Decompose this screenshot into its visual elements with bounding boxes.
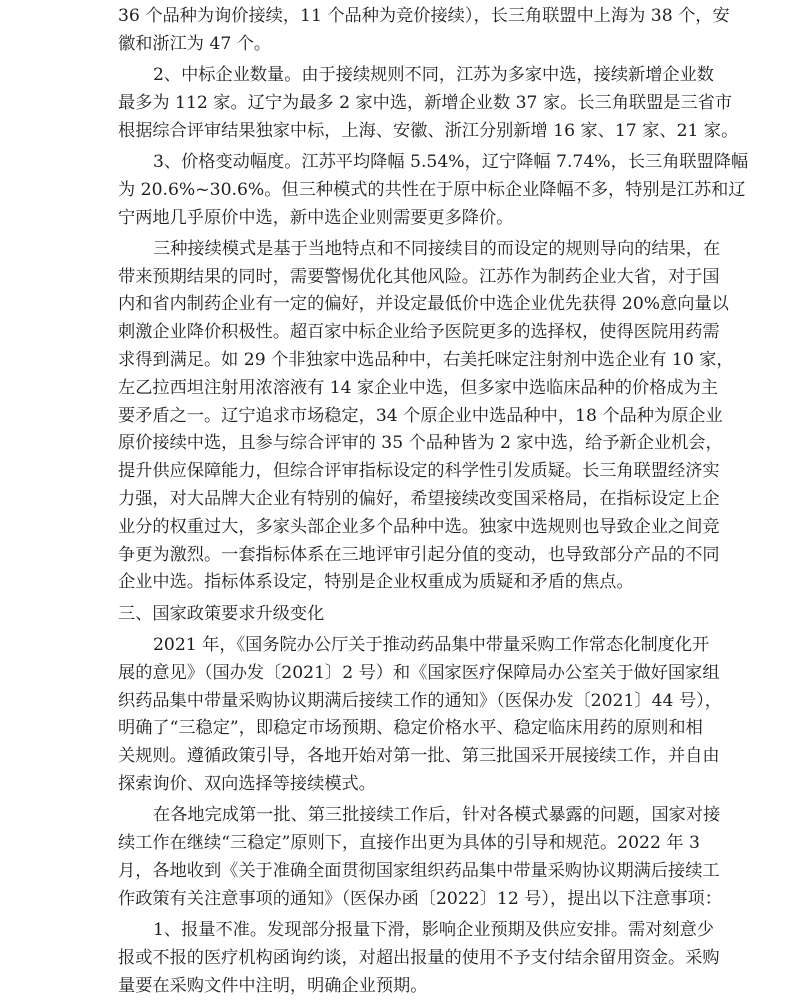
text-line: 报或不报的医疗机构函询约谈，对超出报量的使用不予支付结余留用资金。采购 [118, 947, 720, 968]
text-line: 内和省内制药企业有一定的偏好，并设定最低价中选企业优先获得 20%意向量以 [118, 294, 729, 315]
text-line: 力强，对大品牌大企业有特别的偏好，希望接续改变国采格局，在指标设定上企 [118, 489, 720, 510]
text-line: 量要在采购文件中注明，明确企业预期。 [118, 975, 428, 996]
text-line: 36 个品种为询价接续，11 个品种为竞价接续），长三角联盟中上海为 38 个，安 [118, 6, 730, 26]
text-line: 业分的权重过大，多家头部企业多个品种中选。独家中选规则也导致企业之间竞 [118, 516, 720, 537]
text-line: 1、报量不准。发现部分报量下滑，影响企业预期及供应安排。需对刻意少 [153, 920, 714, 940]
text-line: 原价接续中选，且参与综合评审的 35 个品种皆为 2 家中选，给予新企业机会， [118, 433, 723, 454]
text-line: 要矛盾之一。辽宁追求市场稳定，34 个原企业中选品种中，18 个品种为原企业 [118, 405, 723, 426]
text-line: 刺激企业降价积极性。超百家中标企业给予医院更多的选择权，使得医院用药需 [118, 322, 720, 343]
text-line: 续工作在继续“三稳定”原则下，直接作出更为具体的引导和规范。2022 年 3 [118, 833, 700, 854]
text-line: 3、价格变动幅度。江苏平均降幅 5.54%，辽宁降幅 7.74%，长三角联盟降幅 [153, 151, 749, 172]
text-line: 徽和浙江为 47 个。 [118, 33, 272, 54]
text-line: 提升供应保障能力，但综合评审指标设定的科学性引发质疑。长三角联盟经济实 [118, 461, 720, 482]
paragraph [118, 632, 722, 799]
paragraph [118, 62, 739, 145]
text-line: 三种接续模式是基于当地特点和不同接续目的而设定的规则导向的结果，在 [153, 238, 721, 259]
text-line: 根据综合评审结果独家中标，上海、安徽、浙江分别新增 16 家、17 家、21 家。 [118, 120, 739, 141]
text-line: 宁两地几乎原价中选，新中选企业则需要更多降价。 [118, 207, 514, 228]
section-heading [118, 601, 700, 629]
text-line: 明确了“三稳定”，即稳定市场预期、稳定价格水平、稳定临床用药的原则和相 [118, 718, 703, 739]
text-line: 2、中标企业数量。由于接续规则不同，江苏为多家中选，接续新增企业数 [153, 65, 714, 86]
heading-text: 三、国家政策要求升级变化 [118, 603, 325, 624]
text-line: 在各地完成第一批、第三批接续工作后，针对各模式暴露的问题，国家对接 [153, 805, 721, 826]
paragraph [118, 3, 730, 59]
text-line: 企业中选。指标体系设定，特别是企业权重成为质疑和矛盾的焦点。 [118, 572, 634, 593]
text-line: 展的意见》（国办发〔2021〕2 号）和《国家医疗保障局办公室关于做好国家组 [118, 662, 720, 683]
paragraph [118, 802, 722, 913]
text-line: 月，各地收到《关于准确全面贯彻国家组织药品集中带量采购协议期满后接续工 [118, 860, 720, 881]
paragraph [118, 149, 749, 232]
text-line: 2021 年，《国务院办公厅关于推动药品集中带量采购工作常态化制度化开 [153, 635, 710, 656]
text-line: 探索询价、双向选择等接续模式。 [118, 774, 376, 795]
document-page [118, 3, 749, 1004]
text-line: 为 20.6%~30.6%。但三种模式的共性在于原中标企业降幅不多，特别是江苏和辽 [118, 179, 746, 200]
text-line: 织药品集中带量采购协议期满后接续工作的通知》（医保办发〔2021〕44 号）， [118, 690, 722, 711]
text-line: 争更为激烈。一套指标体系在三地评审引起分值的变动，也导致部分产品的不同 [118, 544, 720, 565]
paragraph [118, 917, 720, 1000]
text-line: 左乙拉西坦注射用浓溶液有 14 家企业中选，但多家中选临床品种的价格成为主 [118, 377, 718, 398]
text-line: 关规则。遵循政策引导，各地开始对第一批、第三批国采开展接续工作，并自由 [118, 746, 720, 767]
text-line: 最多为 112 家。辽宁为最多 2 家中选，新增企业数 37 家。长三角联盟是三省市 [118, 92, 733, 113]
text-line: 作政策有关注意事项的通知》（医保办函〔2022〕12 号），提出以下注意事项： [118, 888, 722, 909]
paragraph [118, 236, 734, 597]
text-line: 求得到满足。如 29 个非独家中选品种中，右美托咪定注射剂中选企业有 10 家， [118, 350, 734, 371]
text-line: 带来预期结果的同时，需要警惕优化其他风险。江苏作为制药企业大省，对于国 [118, 266, 720, 287]
